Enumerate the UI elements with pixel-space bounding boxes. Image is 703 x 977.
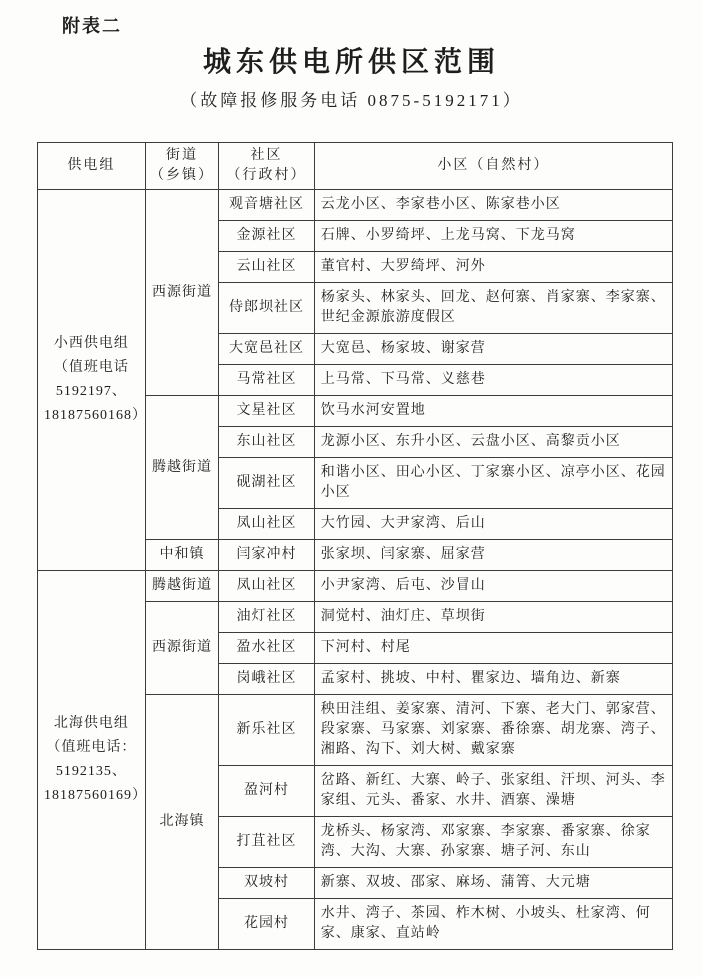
- page-title: 城东供电所供区范围: [202, 47, 500, 78]
- community-cell: 盈河村: [219, 766, 315, 817]
- community-cell: 侍郎坝社区: [219, 283, 315, 334]
- supply-group-line: 5192135、: [55, 764, 127, 779]
- community-cell: 闫家冲村: [219, 540, 315, 571]
- community-cell: 盈水社区: [219, 633, 315, 664]
- table-row: [38, 190, 673, 221]
- supply-group-line: 小西供电组: [53, 336, 129, 351]
- villages-cell: 饮马水河安置地: [314, 396, 672, 427]
- villages-cell: 张家坝、闫家寨、屈家营: [314, 540, 672, 571]
- street-cell: 腾越街道: [145, 396, 218, 540]
- street-cell: 腾越街道: [145, 571, 218, 602]
- villages-cell: 石牌、小罗绮坪、上龙马窝、下龙马窝: [314, 221, 672, 252]
- villages-cell: 龙桥头、杨家湾、邓家寨、李家寨、番家寨、徐家湾、大沟、大寨、孙家寨、塘子河、东山: [314, 817, 672, 868]
- villages-cell: 孟家村、挑坡、中村、瞿家边、墙角边、新寨: [314, 664, 672, 695]
- villages-cell: 上马常、下马常、义慈巷: [314, 365, 672, 396]
- villages-cell: 洞觉村、油灯庄、草坝街: [314, 602, 672, 633]
- community-cell: 油灯社区: [219, 602, 315, 633]
- header-community-line2: （行政村）: [226, 168, 307, 183]
- service-phone-subtitle: （故障报修服务电话 0875-5192171）: [180, 91, 523, 110]
- street-cell: 西源街道: [145, 190, 218, 396]
- supply-group-line: 5192197、: [55, 384, 127, 399]
- header-community-line1: 社区: [250, 148, 283, 163]
- community-cell: 花园村: [219, 899, 315, 950]
- villages-cell: 龙源小区、东升小区、云盘小区、高黎贡小区: [314, 427, 672, 458]
- villages-cell: 小尹家湾、后屯、沙冒山: [314, 571, 672, 602]
- community-cell: 凤山社区: [219, 571, 315, 602]
- appendix-label: 附表二: [62, 16, 122, 36]
- community-cell: 观音塘社区: [219, 190, 315, 221]
- community-cell: 金源社区: [219, 221, 315, 252]
- table-header-row: [38, 143, 673, 190]
- header-street-line2: （乡镇）: [149, 168, 214, 183]
- supply-group-line: 北海供电组: [53, 716, 129, 731]
- supply-group-cell: [38, 190, 146, 571]
- header-supply-group: [38, 143, 146, 190]
- villages-cell: 秧田洼组、姜家寨、清河、下寨、老大门、郭家营、段家寨、马家寨、刘家寨、番徐寨、胡龙寨、湾子、湘路、沟下、刘大树、戴家寨: [314, 695, 672, 766]
- villages-cell: 岔路、新红、大寨、岭子、张家组、汗坝、河头、李家组、元头、番家、水井、酒寨、澡塘: [314, 766, 672, 817]
- supply-group-line: 18187560169）: [44, 788, 147, 803]
- table-row: [38, 571, 673, 602]
- community-cell: 马常社区: [219, 365, 315, 396]
- community-cell: 打苴社区: [219, 817, 315, 868]
- community-cell: 新乐社区: [219, 695, 315, 766]
- community-cell: 大宽邑社区: [219, 334, 315, 365]
- header-supply-group-label: 供电组: [67, 158, 116, 173]
- table-body: [38, 190, 673, 950]
- header-community: [219, 143, 315, 190]
- community-cell: 文星社区: [219, 396, 315, 427]
- street-cell: 西源街道: [145, 602, 218, 695]
- header-villages: [314, 143, 672, 190]
- header-street: [145, 143, 218, 190]
- villages-cell: 大宽邑、杨家坡、谢家营: [314, 334, 672, 365]
- community-cell: 岗峨社区: [219, 664, 315, 695]
- villages-cell: 下河村、村尾: [314, 633, 672, 664]
- villages-cell: 杨家头、林家头、回龙、赵何寨、肖家寨、李家寨、世纪金源旅游度假区: [314, 283, 672, 334]
- supply-group-line: （值班电话: [53, 360, 129, 375]
- supply-group-line: 18187560168）: [44, 408, 147, 423]
- community-cell: 云山社区: [219, 252, 315, 283]
- street-cell: 中和镇: [145, 540, 218, 571]
- street-cell: 北海镇: [145, 695, 218, 950]
- supply-group-cell: [38, 571, 146, 950]
- villages-cell: 新寨、双坡、邵家、麻场、蒲箐、大元塘: [314, 868, 672, 899]
- supply-area-table: [37, 142, 673, 950]
- villages-cell: 大竹园、大尹家湾、后山: [314, 509, 672, 540]
- villages-cell: 和谐小区、田心小区、丁家寨小区、凉亭小区、花园小区: [314, 458, 672, 509]
- villages-cell: 水井、湾子、茶园、柞木树、小坡头、杜家湾、何家、康家、直站岭: [314, 899, 672, 950]
- villages-cell: 云龙小区、李家巷小区、陈家巷小区: [314, 190, 672, 221]
- community-cell: 双坡村: [219, 868, 315, 899]
- supply-group-line: （值班电话：: [46, 740, 137, 755]
- community-cell: 东山社区: [219, 427, 315, 458]
- community-cell: 凤山社区: [219, 509, 315, 540]
- header-villages-label: 小区（自然村）: [437, 158, 550, 173]
- header-street-line1: 街道: [165, 148, 198, 163]
- community-cell: 砚湖社区: [219, 458, 315, 509]
- villages-cell: 董官村、大罗绮坪、河外: [314, 252, 672, 283]
